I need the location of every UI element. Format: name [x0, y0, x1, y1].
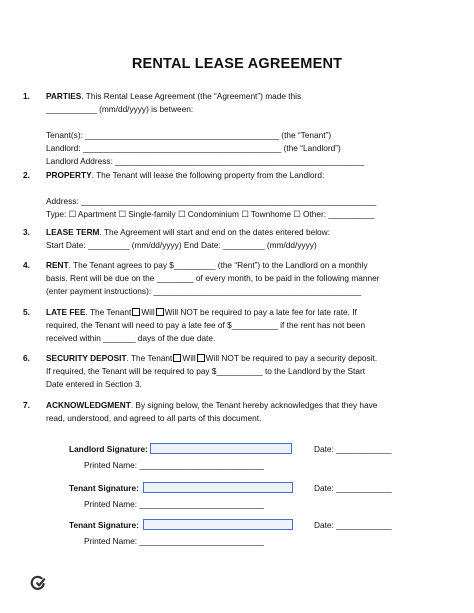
section-heading: PROPERTY — [46, 170, 92, 180]
tenant-line: Tenant(s): __________________________________________ (the “Tenant”) — [46, 130, 332, 140]
signature-label: Tenant Signature: — [69, 520, 139, 530]
section-text: . The Tenant agrees to pay $_________ (the “Rent”) to the Landlord on a monthly — [68, 260, 368, 270]
deposit-will-not-checkbox[interactable] — [197, 354, 205, 362]
printed-name-line: Printed Name: ___________________________ — [84, 536, 264, 546]
section-heading: SECURITY DEPOSIT — [46, 353, 127, 363]
date-line: Date: ____________ — [314, 444, 392, 454]
section-text: . The Agreement will start and end on the dates entered below: — [99, 227, 330, 237]
deposit-will-checkbox[interactable] — [173, 354, 181, 362]
section-heading: RENT — [46, 260, 69, 270]
section-text: . The Tenant — [85, 307, 132, 317]
section-late-fee — [23, 306, 426, 345]
date-line: Date: ____________ — [314, 483, 392, 493]
property-type-line: Type: ☐ Apartment ☐ Single-family ☐ Condominium ☐ Townhome ☐ Other: __________ — [46, 209, 375, 219]
section-security-deposit — [23, 352, 426, 391]
section-property — [23, 169, 426, 221]
tenant-signature-field-1[interactable] — [143, 482, 293, 493]
section-number: 4. — [23, 260, 30, 270]
property-address-line: Address: ________________________________________________________________ — [46, 196, 377, 206]
checkbox-label: Will — [141, 307, 155, 317]
deposit-date-line: Date entered in Section 3. — [46, 379, 142, 389]
section-number: 6. — [23, 353, 30, 363]
section-text: . The Tenant will lease the following property from the Landlord: — [91, 170, 325, 180]
section-number: 5. — [23, 307, 30, 317]
late-fee-will-not-checkbox[interactable] — [156, 308, 164, 316]
printed-name-line: Printed Name: ___________________________ — [84, 499, 264, 509]
date-line: Date: ____________ — [314, 520, 392, 530]
section-number: 2. — [23, 170, 30, 180]
section-parties — [23, 90, 426, 168]
company-logo-icon — [30, 575, 46, 591]
acknowledgment-line: read, understood, and agreed to all parts of this document. — [46, 413, 262, 423]
signature-label: Landlord Signature: — [69, 444, 148, 454]
lease-dates-line: Start Date: _________ (mm/dd/yyyy) End Date: _________ (mm/dd/yyyy) — [46, 240, 317, 250]
checkbox-label: Will NOT be required to pay a late fee for late rate. If — [164, 307, 357, 317]
landlord-line: Landlord: ___________________________________________ (the “Landlord”) — [46, 143, 341, 153]
late-fee-amount-line: required, the Tenant will need to pay a late fee of $__________ if the rent has not been — [46, 320, 366, 330]
section-heading: ACKNOWLEDGMENT — [46, 400, 131, 410]
landlord-signature-field[interactable] — [150, 443, 292, 454]
deposit-amount-line: If required, the Tenant will be required to pay $__________ to the Landlord by the Start — [46, 366, 366, 376]
section-number: 1. — [23, 91, 30, 101]
section-text: . By signing below, the Tenant hereby acknowledges that they have — [130, 400, 378, 410]
printed-name-line: Printed Name: ___________________________ — [84, 460, 264, 470]
agreement-date-line: ___________ (mm/dd/yyyy) is between: — [46, 104, 194, 114]
section-heading: LEASE TERM — [46, 227, 100, 237]
section-heading: LATE FEE — [46, 307, 86, 317]
section-number: 3. — [23, 227, 30, 237]
checkbox-label: Will — [182, 353, 196, 363]
tenant-signature-field-2[interactable] — [143, 519, 293, 530]
landlord-address-line: Landlord Address: ______________________________________________________ — [46, 156, 365, 166]
section-heading: PARTIES — [46, 91, 82, 101]
section-rent — [23, 259, 426, 298]
signature-label: Tenant Signature: — [69, 483, 139, 493]
late-fee-will-checkbox[interactable] — [132, 308, 140, 316]
section-number: 7. — [23, 400, 30, 410]
checkbox-label: Will NOT be required to pay a security deposit. — [205, 353, 378, 363]
section-text: . This Rental Lease Agreement (the “Agreement”) made this — [81, 91, 302, 101]
section-lease-term — [23, 226, 426, 252]
late-fee-days-line: received within _______ days of the due date. — [46, 333, 216, 343]
rent-due-line: basis. Rent will be due on the ________ of every month, to be paid in the following manner — [46, 273, 380, 283]
payment-instructions-line: (enter payment instructions): _____________________________________________ — [46, 286, 362, 296]
section-text: . The Tenant — [126, 353, 173, 363]
document-title: RENTAL LEASE AGREEMENT — [131, 56, 343, 72]
section-acknowledgment — [23, 399, 426, 425]
